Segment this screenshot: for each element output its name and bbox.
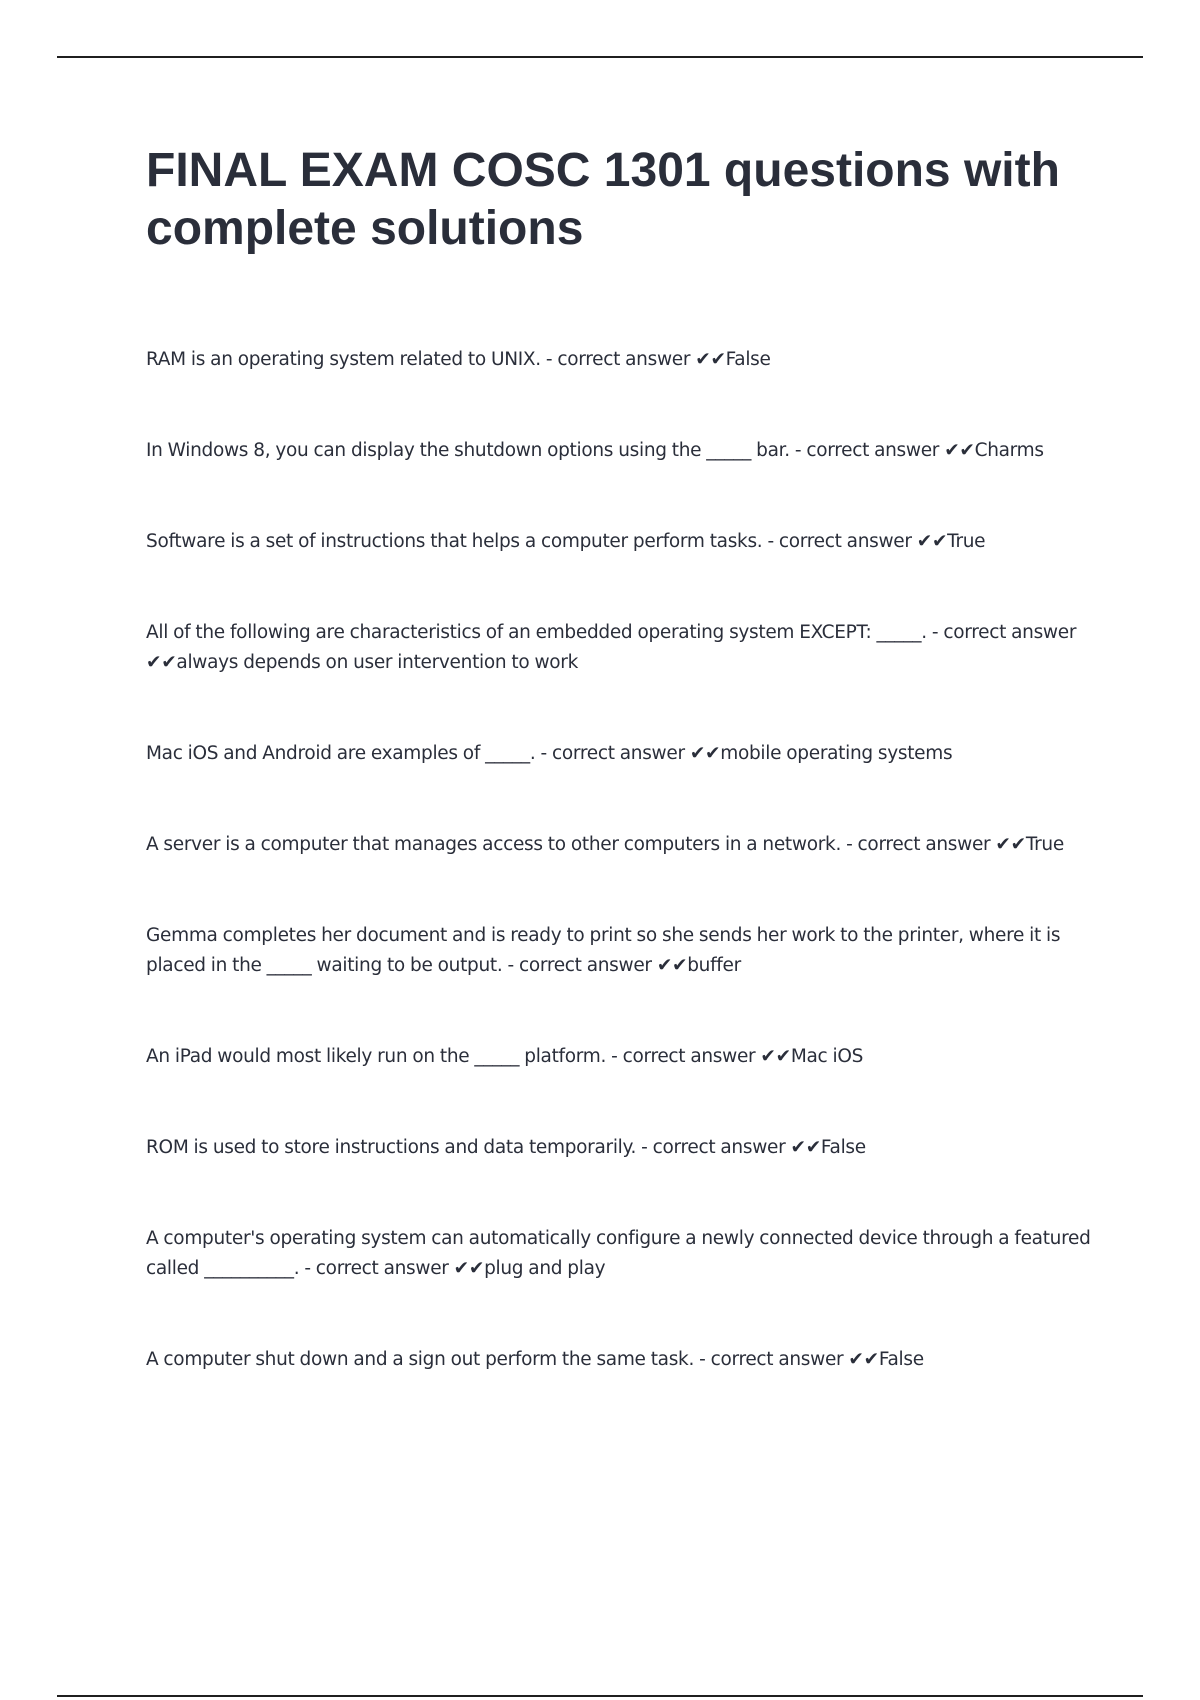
question-item: ROM is used to store instructions and data temporarily. - correct answer ✔✔False <box>146 1137 866 1158</box>
question-item: A computer's operating system can automatically configure a newly connected device through a featured called __________. - correct answer ✔✔plug and play <box>146 1228 1091 1279</box>
question-item: RAM is an operating system related to UNIX. - correct answer ✔✔False <box>146 349 771 370</box>
question-item: Software is a set of instructions that helps a computer perform tasks. - correct answer ✔✔True <box>146 531 986 552</box>
question-item: Mac iOS and Android are examples of _____. - correct answer ✔✔mobile operating systems <box>146 743 953 764</box>
question-item: A server is a computer that manages access to other computers in a network. - correct answer ✔✔True <box>146 834 1064 855</box>
top-divider <box>57 56 1143 58</box>
question-item: An iPad would most likely run on the _____ platform. - correct answer ✔✔Mac iOS <box>146 1046 864 1067</box>
question-item: All of the following are characteristics of an embedded operating system EXCEPT: _____. - correct answer ✔✔always depends on user intervention to work <box>146 622 1077 673</box>
question-item: A computer shut down and a sign out perform the same task. - correct answer ✔✔False <box>146 1349 924 1370</box>
document-title: FINAL EXAM COSC 1301 questions with complete solutions <box>146 144 1060 255</box>
bottom-divider <box>57 1695 1143 1697</box>
question-item: Gemma completes her document and is ready to print so she sends her work to the printer, where it is placed in the _____ waiting to be output. - correct answer ✔✔buffer <box>146 925 1061 976</box>
question-list <box>146 345 1096 1436</box>
question-item: In Windows 8, you can display the shutdown options using the _____ bar. - correct answer ✔✔Charms <box>146 440 1044 461</box>
